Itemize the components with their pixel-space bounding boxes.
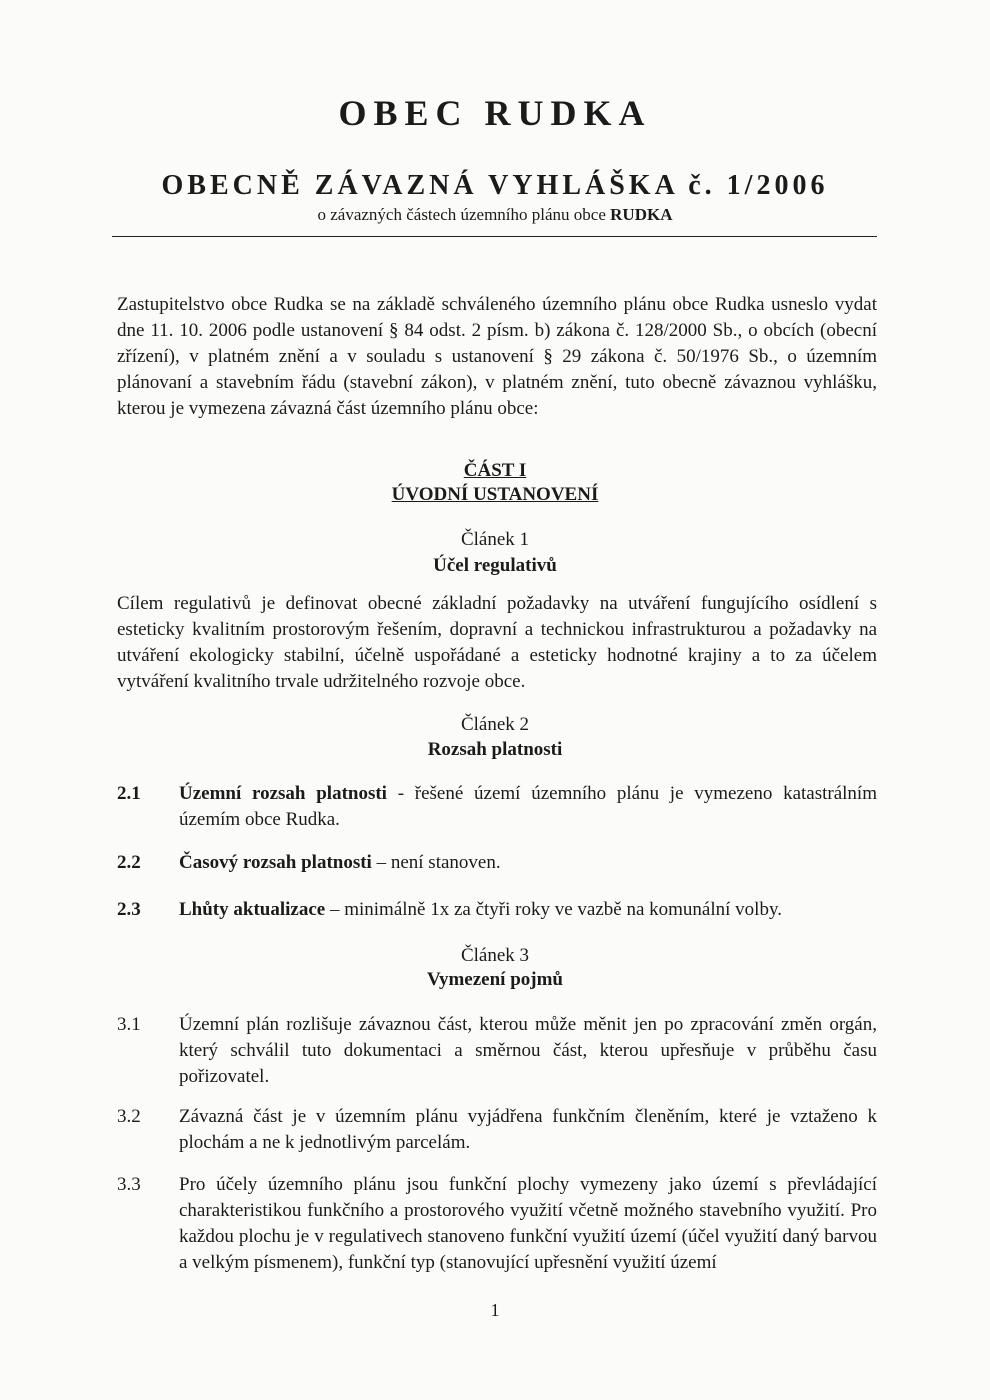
list-item — [117, 1172, 877, 1276]
item-number: 2.1 — [117, 783, 141, 804]
article-2-label: Článek 2 — [460, 714, 530, 735]
intro-paragraph: Zastupitelstvo obce Rudka se na základě schváleného územního plánu obce Rudka usneslo vydat dne 11. 10. 2006 podle ustanovení § 84 odst. 2 písm. b) zákona č. 128/2000 Sb., o obcích (obecní zřízení), v platném znění a v souladu s ustanovení § 29 zákona č. 50/1976 Sb., o územním plánovaní a stavebním řádu (stavební zákon), v platném znění, tuto obecně závaznou vyhlášku, kterou je vymezena závazná část územního plánu obce: — [117, 294, 877, 419]
page-number: 1 — [490, 1300, 500, 1320]
decree-title: OBECNĚ ZÁVAZNÁ VYHLÁŠKA č. 1/2006 — [161, 170, 829, 201]
item-text: Pro účely územního plánu jsou funkční plochy vymezeny jako území s převládající charakteristikou funkčního a prostorového využití včetně možného stavebního využití. Pro každou plochu je v regulativech stanoveno funkční využití území (účel využití daný barvou a velkým písmenem), funkční typ (stanovující upřesnění využití území — [179, 1174, 877, 1273]
item-text: – není stanoven. — [371, 852, 501, 873]
item-heading: Územní rozsah platnosti — [179, 783, 387, 804]
list-item — [117, 1104, 877, 1156]
list-item — [117, 897, 877, 923]
list-item — [117, 1012, 877, 1090]
header-divider — [112, 236, 877, 237]
item-heading: Časový rozsah platnosti — [179, 852, 372, 873]
article-1-label: Článek 1 — [460, 529, 530, 550]
item-text: Závazná část je v územním plánu vyjádřena funkčním členěním, které je vztaženo k plochám a ne k jednotlivým parcelám. — [179, 1106, 877, 1153]
article-1-text: Cílem regulativů je definovat obecné základní požadavky na utváření fungujícího osídlení s esteticky kvalitním prostorovým řešením, dopravní a technickou infrastrukturou a požadavky na utváření ekologicky stabilní, účelně uspořádané a esteticky hodnotné krajiny a to za účelem vytváření kvalitního trvale udržitelného rozvoje obce. — [117, 593, 877, 692]
item-number: 3.1 — [117, 1014, 141, 1035]
item-text: – minimálně 1x za čtyři roky ve vazbě na komunální volby. — [325, 899, 782, 920]
item-text: Územní plán rozlišuje závaznou část, kterou může měnit jen po zpracování změn orgán, který schválil tuto dokumentaci a směrnou část, kterou upřesňuje v průběhu času pořizovatel. — [179, 1014, 877, 1087]
item-number: 3.2 — [117, 1106, 141, 1127]
subtitle-text: o závazných částech územního plánu obce — [317, 205, 606, 224]
article-3-label: Článek 3 — [460, 945, 530, 966]
item-number: 3.3 — [117, 1174, 141, 1195]
subtitle-municipality: RUDKA — [610, 205, 673, 224]
item-number: 2.3 — [117, 899, 141, 920]
document-title: OBEC RUDKA — [338, 93, 652, 133]
item-text: - řešené území územního plánu je vymezeno katastrálním územím obce Rudka. — [179, 783, 877, 830]
list-item — [117, 850, 877, 876]
article-3-title: Vymezení pojmů — [427, 969, 563, 990]
decree-subtitle — [0, 205, 990, 225]
list-item — [117, 781, 877, 833]
item-number: 2.2 — [117, 852, 141, 873]
article-1-title: Účel regulativů — [433, 555, 557, 576]
article-2-title: Rozsah platnosti — [427, 739, 563, 760]
part-label: ČÁST I — [463, 460, 527, 481]
part-title: ÚVODNÍ USTANOVENÍ — [391, 484, 599, 505]
item-heading: Lhůty aktualizace — [179, 899, 326, 920]
